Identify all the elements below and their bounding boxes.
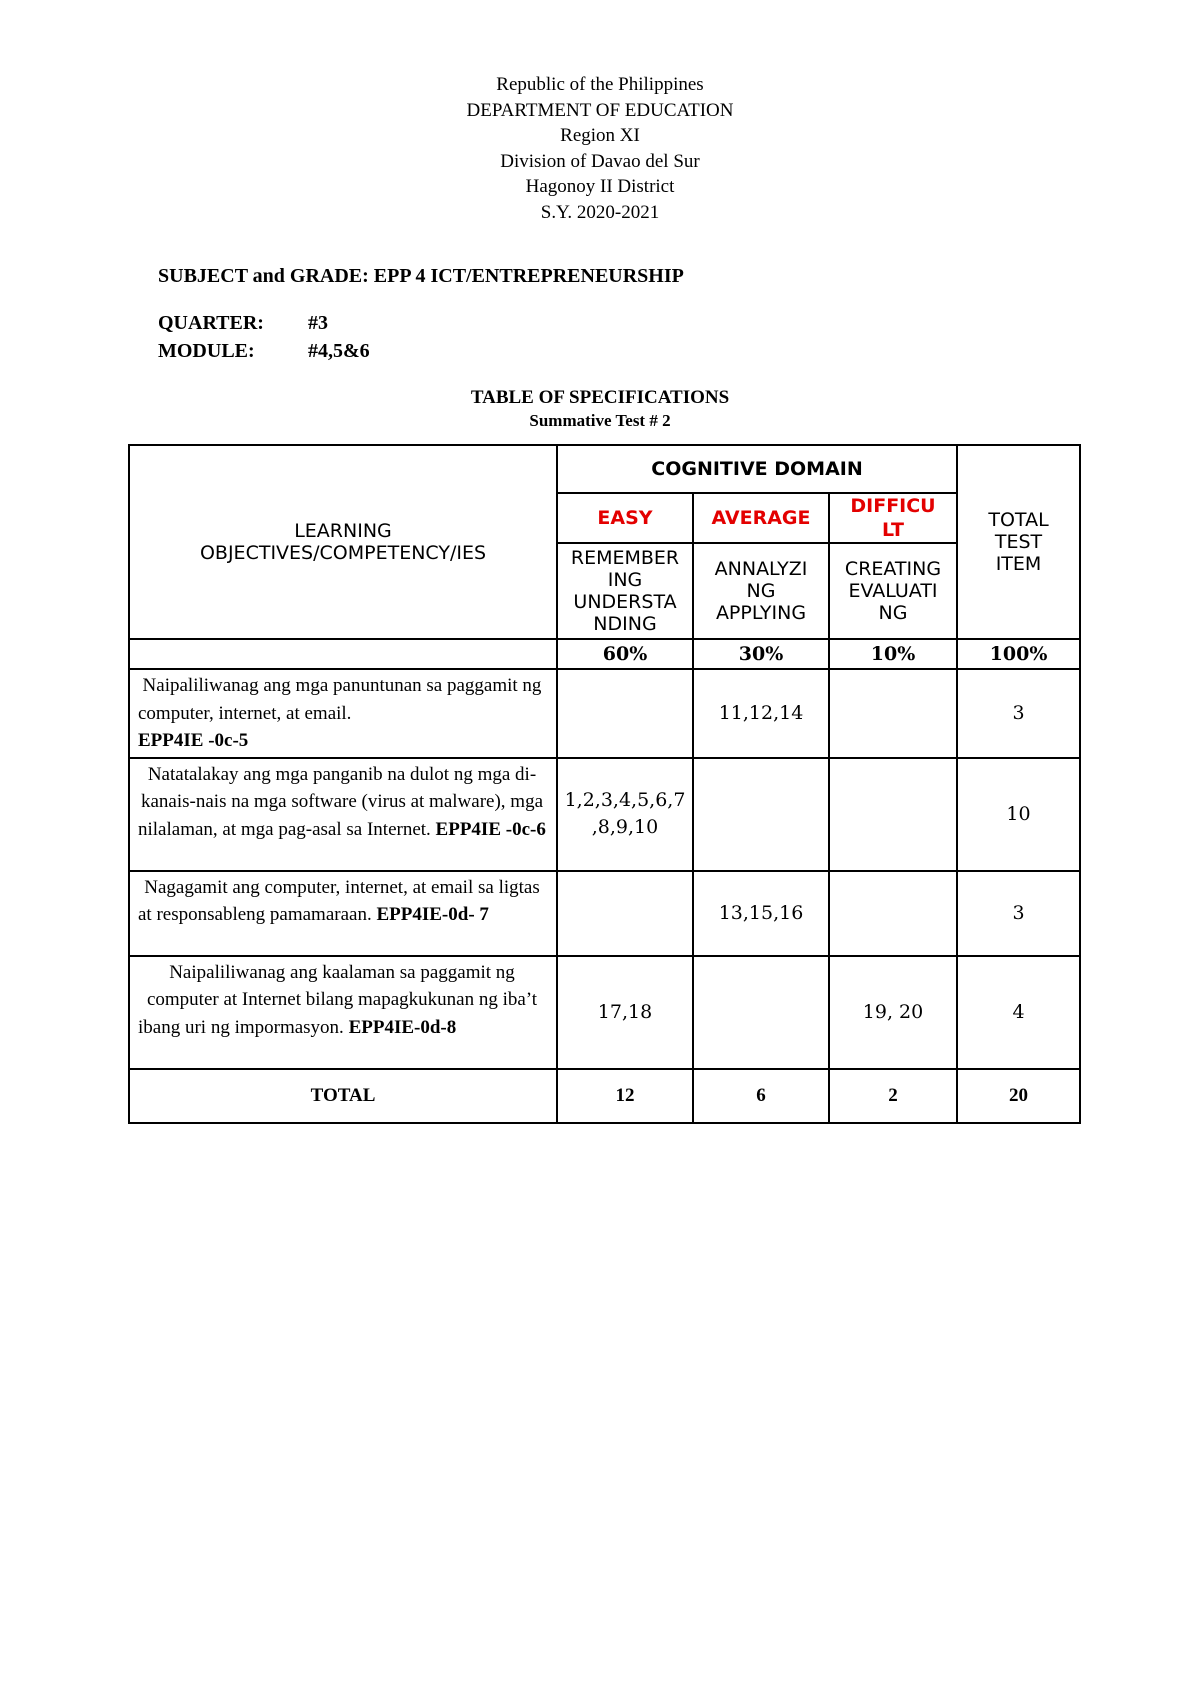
easy-percent: 60% <box>557 639 693 669</box>
difficult-level: DIFFICU LT <box>829 493 957 543</box>
tos-subtitle: Summative Test # 2 <box>529 411 671 430</box>
row-total: 4 <box>957 956 1080 1069</box>
easy-items <box>557 669 693 758</box>
table-row <box>129 956 1080 1069</box>
objective-text: Natatalakay ang mga panganib na dulot ng mga di-kanais-nais na mga software (virus at malware), mga nilalaman, at mga pag-asal sa Internet. <box>138 763 543 840</box>
average-items <box>693 758 829 871</box>
total-test-item-header: TOTAL TEST ITEM <box>957 445 1080 639</box>
quarter-label: QUARTER: <box>158 312 264 334</box>
competency-code: EPP4IE-0d-8 <box>348 1016 457 1038</box>
objective-text: Naipaliliwanag ang mga panuntunan sa paggamit ng computer, internet, at email. <box>138 675 542 724</box>
objective-text: Naipaliliwanag ang kaalaman sa paggamit ng computer at Internet bilang mapagkukunan ng iba’t ibang uri ng impormasyon. <box>138 961 538 1038</box>
total-label: TOTAL <box>129 1069 557 1123</box>
tos-title: TABLE OF SPECIFICATIONS <box>470 387 730 408</box>
objectives-header: LEARNING OBJECTIVES/COMPETENCY/IES <box>129 445 557 639</box>
header-district: Hagonoy II District <box>525 176 675 197</box>
header-school-year: S.Y. 2020-2021 <box>540 201 660 223</box>
header-division: Division of Davao del Sur <box>500 150 700 172</box>
average-items: 13,15,16 <box>693 871 829 956</box>
competency-code: EPP4IE -0c-5 <box>138 730 249 751</box>
competency-code: EPP4IE -0c-6 <box>435 818 546 840</box>
row-total: 3 <box>957 871 1080 956</box>
difficult-items <box>829 758 957 871</box>
average-items <box>693 956 829 1069</box>
easy-items: 17,18 <box>557 956 693 1069</box>
tos-heading <box>0 386 1200 432</box>
table-row <box>129 871 1080 956</box>
easy-skills: REMEMBER ING UNDERSTA NDING <box>557 543 693 639</box>
average-level: AVERAGE <box>693 493 829 543</box>
difficult-items <box>829 871 957 956</box>
objective-cell <box>129 956 557 1069</box>
total-row <box>129 1069 1080 1123</box>
difficult-skills: CREATING EVALUATI NG <box>829 543 957 639</box>
module-label: MODULE: <box>158 340 255 362</box>
specifications-table <box>128 444 1081 1124</box>
row-total: 10 <box>957 758 1080 871</box>
row-total: 3 <box>957 669 1080 758</box>
module-line <box>158 340 370 363</box>
difficult-items <box>829 669 957 758</box>
average-items: 11,12,14 <box>693 669 829 758</box>
difficult-items: 19, 20 <box>829 956 957 1069</box>
total-average: 6 <box>693 1069 829 1123</box>
subject-and-grade: SUBJECT and GRADE: EPP 4 ICT/ENTREPRENEURSHIP <box>158 265 684 287</box>
total-difficult: 2 <box>829 1069 957 1123</box>
average-percent: 30% <box>693 639 829 669</box>
table-row <box>129 669 1080 758</box>
quarter-line <box>158 312 328 335</box>
total-all: 20 <box>957 1069 1080 1123</box>
objective-cell <box>129 669 557 758</box>
header-region: Region XI <box>560 125 640 146</box>
header-department: DEPARTMENT OF EDUCATION <box>466 99 734 121</box>
total-percent: 100% <box>957 639 1080 669</box>
easy-level: EASY <box>557 493 693 543</box>
cognitive-domain-header: COGNITIVE DOMAIN <box>557 445 957 493</box>
average-skills: ANNALYZI NG APPLYING <box>693 543 829 639</box>
competency-code: EPP4IE-0d- 7 <box>376 904 489 925</box>
percent-spacer <box>129 639 557 669</box>
easy-items <box>557 871 693 956</box>
objective-cell <box>129 871 557 956</box>
difficult-percent: 10% <box>829 639 957 669</box>
table-row <box>129 758 1080 871</box>
total-easy: 12 <box>557 1069 693 1123</box>
objective-text: Nagagamit ang computer, internet, at email sa ligtas at responsableng pamamaraan. <box>138 876 540 925</box>
objective-cell <box>129 758 557 871</box>
easy-items: 1,2,3,4,5,6,7 ,8,9,10 <box>557 758 693 871</box>
module-value: #4,5&6 <box>308 340 370 362</box>
document-header <box>0 72 1200 225</box>
quarter-value: #3 <box>308 312 328 334</box>
header-republic: Republic of the Philippines <box>496 74 704 95</box>
